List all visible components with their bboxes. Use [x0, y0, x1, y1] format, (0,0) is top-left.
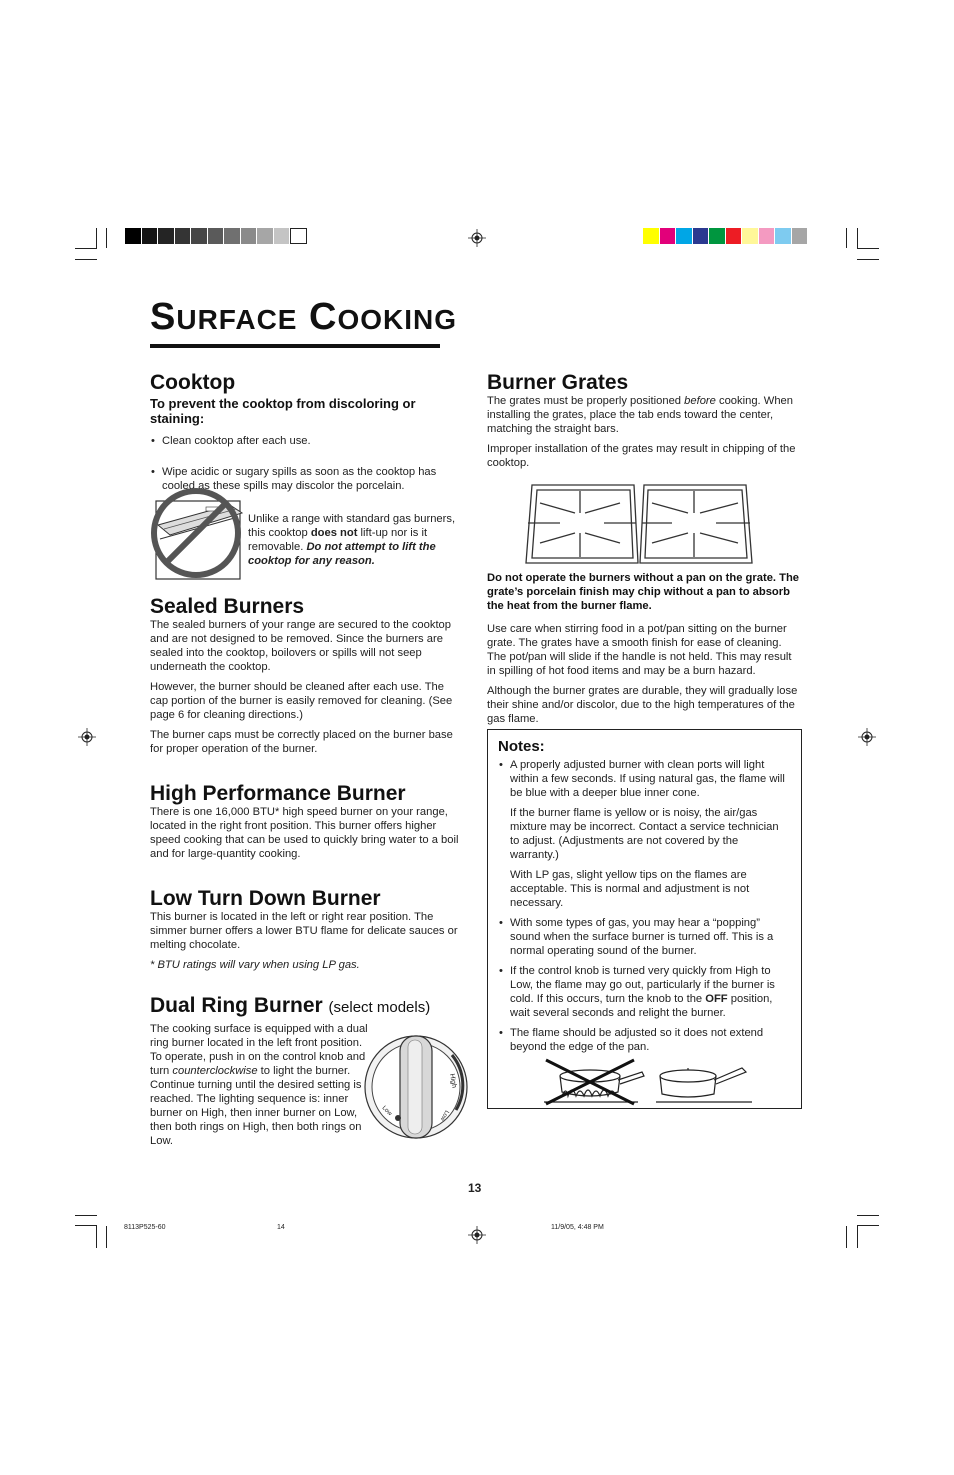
- crop-mark: [857, 248, 879, 249]
- calibration-swatch: [676, 228, 693, 244]
- calibration-swatch: [191, 228, 208, 244]
- knob-low-outer-label: Low: [438, 1109, 450, 1122]
- crop-mark: [857, 1226, 858, 1248]
- grates-warning-block: [487, 571, 803, 732]
- grates-p4: Although the burner grates are durable, they will gradually lose their shine and/or discolor, due to the high temperatures of the gas flame.: [487, 685, 798, 725]
- dual-ring-description: The cooking surface is equipped with a dual ring burner located in the left front position. To operate, push in on the control knob and turn counterclockwise to light the burner. Continue turning until the desired setting is reached. The lighting sequence is: inner burner on High, then inner burner on Low, then both rings on High, then both rings on Low.: [150, 1023, 368, 1147]
- grates-p2: Improper installation of the grates may result in chipping of the cooktop.: [487, 443, 796, 469]
- burner-grates-section: [487, 371, 803, 476]
- burner-grate-illustration: [520, 483, 758, 565]
- calibration-swatch: [742, 228, 759, 244]
- list-item: • With some types of gas, you may hear a “popping” sound when the surface burner is turned off. This is a normal operating sound of the burner.: [498, 916, 790, 958]
- high-performance-section: [150, 782, 465, 867]
- footer-sheet-number: 14: [277, 1224, 285, 1231]
- page-number: 13: [468, 1181, 482, 1195]
- crop-mark: [106, 1226, 107, 1248]
- footer-timestamp: 11/9/05, 4:48 PM: [551, 1224, 604, 1231]
- registration-mark-icon: [468, 229, 486, 247]
- crop-mark: [857, 259, 879, 260]
- grates-p3: Use care when stirring food in a pot/pan sitting on the burner grate. The grates have a smooth finish for ease of cleaning. The pot/pan will slide if the handle is not held. This may result in spilling of hot food items and may be a burn hazard.: [487, 623, 792, 677]
- high-performance-heading: High Performance Burner: [150, 782, 406, 805]
- notes-box: [487, 729, 802, 1109]
- calibration-swatch: [158, 228, 175, 244]
- calibration-swatch: [142, 228, 159, 244]
- sealed-p3: The burner caps must be correctly placed on the burner base for proper operation of the burner.: [150, 729, 453, 755]
- registration-mark-icon: [858, 728, 876, 746]
- sealed-burners-heading: Sealed Burners: [150, 595, 305, 618]
- list-item: • If the control knob is turned very quickly from High to Low, the flame may go out, particularly if the burner is cold. If this occurs, turn the knob to the OFF position, wait several seconds and relight the burner.: [498, 964, 790, 1020]
- color-calibration-bar: [643, 228, 808, 244]
- dual-ring-section: [150, 994, 465, 1017]
- cooktop-subheading: To prevent the cooktop from discoloring or staining:: [150, 396, 416, 426]
- registration-mark-icon: [78, 728, 96, 746]
- crop-mark: [96, 228, 97, 248]
- crop-mark: [857, 1215, 879, 1216]
- sealed-p2: However, the burner should be cleaned after each use. The cap portion of the burner is easily removed for cleaning. (See page 6 for cleaning directions.): [150, 681, 453, 721]
- high-performance-p1: There is one 16,000 BTU* high speed burner on your range, located in the right front position. This burner offers higher speed cooking that can be used to quickly bring water to a boil and for large-quantity cooking.: [150, 806, 459, 860]
- calibration-swatch: [290, 228, 307, 244]
- calibration-swatch: [241, 228, 258, 244]
- low-turn-down-section: [150, 887, 465, 978]
- knob-high-label: High: [448, 1073, 458, 1089]
- list-item: • The flame should be adjusted so it does not extend beyond the edge of the pan.: [498, 1026, 790, 1054]
- crop-mark: [846, 228, 847, 248]
- calibration-swatch: [759, 228, 776, 244]
- calibration-swatch: [792, 228, 809, 244]
- calibration-swatch: [709, 228, 726, 244]
- list-item: • Clean cooktop after each use.: [150, 434, 465, 448]
- sealed-p1: The sealed burners of your range are secured to the cooktop and are not designed to be removed. Since the burners are sealed into the cooktop, boilovers or spills will not seep underneath the cooktop.: [150, 619, 452, 673]
- crop-mark: [75, 1225, 97, 1226]
- registration-mark-icon: [468, 1226, 486, 1244]
- btu-footnote: * BTU ratings will vary when using LP gas.: [150, 959, 360, 971]
- calibration-swatch: [208, 228, 225, 244]
- calibration-swatch: [693, 228, 710, 244]
- crop-mark: [857, 1225, 879, 1226]
- notes-heading: Notes:: [498, 738, 545, 755]
- cooktop-section: [150, 371, 465, 454]
- grates-p1: The grates must be properly positioned before cooking. When installing the grates, place the tab ends toward the center, matching the straight bars.: [487, 395, 793, 435]
- flame-size-illustration: [542, 1058, 754, 1106]
- calibration-swatch: [224, 228, 241, 244]
- sealed-burners-section: [150, 595, 465, 762]
- calibration-swatch: [775, 228, 792, 244]
- calibration-swatch: [643, 228, 660, 244]
- grayscale-calibration-bar: [125, 228, 307, 244]
- low-turn-down-p1: This burner is located in the left or right rear position. The simmer burner offers a lower BTU flame for delicate sauces or melting chocolate.: [150, 911, 458, 951]
- grates-warning: Do not operate the burners without a pan on the grate. The grate’s porcelain finish may chip without a pan to absorb the heat from the burner flame.: [487, 572, 800, 612]
- burner-grates-heading: Burner Grates: [487, 371, 629, 394]
- title-underline: [150, 344, 440, 348]
- crop-mark: [96, 1226, 97, 1248]
- knob-low-inner-label: Low: [380, 1105, 393, 1118]
- crop-mark: [75, 1215, 97, 1216]
- list-item: • A properly adjusted burner with clean ports will light within a few seconds. If using natural gas, the flame will be blue with a deeper blue inner cone. If the burner flame is yellow or is noisy, the air/gas mixture may be incorrect. Contact a service technician to adjust. (Adjustments are not covered by the warranty.) With LP gas, slight yellow tips on the flames are acceptable. This is normal and adjustment is not necessary.: [498, 758, 790, 910]
- crop-mark: [846, 1226, 847, 1248]
- crop-mark: [106, 228, 107, 248]
- calibration-swatch: [257, 228, 274, 244]
- page-title: SURFACE COOKING: [150, 296, 458, 338]
- calibration-swatch: [726, 228, 743, 244]
- control-knob-icon: [362, 1030, 470, 1144]
- calibration-swatch: [660, 228, 677, 244]
- calibration-swatch: [175, 228, 192, 244]
- crop-mark: [75, 259, 97, 260]
- calibration-swatch: [125, 228, 142, 244]
- cooktop-heading: Cooktop: [150, 371, 236, 394]
- cooktop-lift-warning: Unlike a range with standard gas burners, this cooktop does not lift-up nor is it removable. Do not attempt to lift the cooktop for any reason.: [248, 513, 456, 567]
- low-turn-down-heading: Low Turn Down Burner: [150, 887, 381, 910]
- list-item: • Wipe acidic or sugary spills as soon as the cooktop has cooled as these spills may discolor the porcelain.: [162, 466, 437, 492]
- calibration-swatch: [274, 228, 291, 244]
- crop-mark: [75, 248, 97, 249]
- no-lift-cooktop-icon: [150, 487, 245, 582]
- footer-job-code: 8113P525-60: [124, 1224, 166, 1231]
- dual-ring-heading: Dual Ring Burner (select models): [150, 994, 431, 1017]
- crop-mark: [857, 228, 858, 248]
